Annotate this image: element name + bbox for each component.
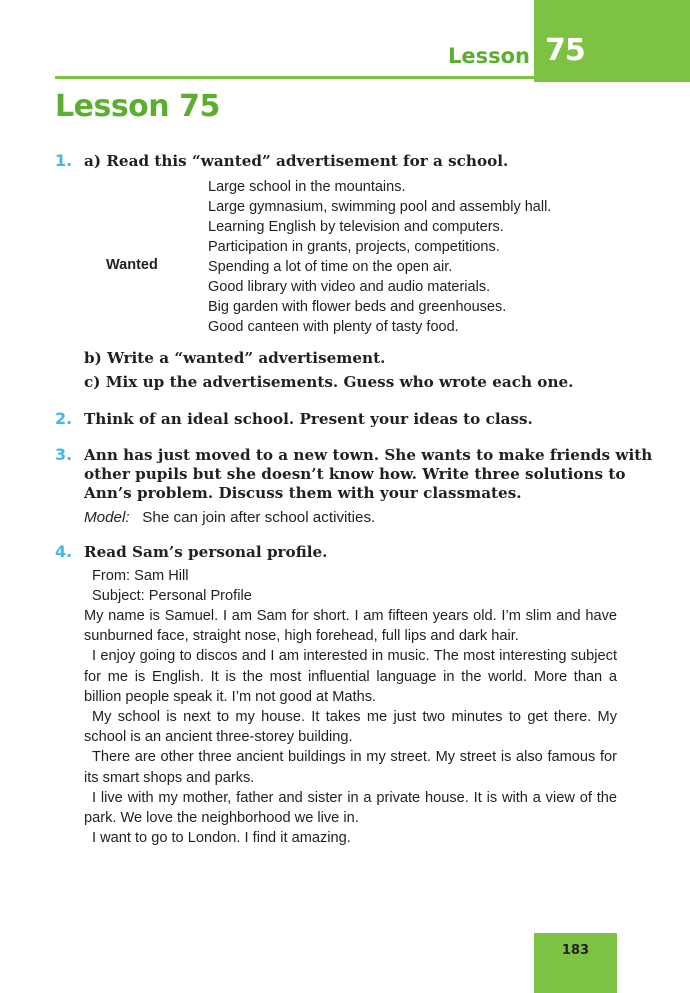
task-1b-text: b) Write a “wanted” advertisement. [84, 349, 386, 367]
page-title-number: 75 [179, 89, 220, 124]
task-3-line-1: Ann has just moved to a new town. She wants to make friends with [84, 446, 653, 464]
model-label: Model: [84, 509, 130, 526]
header-lesson-number: 75 [545, 33, 585, 68]
ad-line: Good library with video and audio materials. [208, 279, 491, 295]
header-rule [55, 76, 535, 79]
task-3-line-3: Ann’s problem. Discuss them with your classmates. [84, 484, 522, 502]
ad-line: Good canteen with plenty of tasty food. [208, 319, 459, 335]
ad-line: Large school in the mountains. [208, 179, 406, 195]
ad-line: Large gymnasium, swimming pool and assembly hall. [208, 199, 552, 215]
header-lesson-label: Lesson [448, 44, 531, 68]
ad-line: Participation in grants, projects, competitions. [208, 239, 500, 255]
ad-line: Learning English by television and computers. [208, 219, 504, 235]
task-3-line-2: other pupils but she doesn’t know how. Write three solutions to [84, 465, 626, 483]
task-4-text: Read Sam’s personal profile. [84, 543, 328, 561]
task-2-number: 2. [55, 409, 73, 428]
task-1-number: 1. [55, 151, 73, 170]
page-number: 183 [561, 943, 590, 958]
task-4-number: 4. [55, 542, 73, 561]
profile-body [84, 606, 617, 848]
profile-paragraph: My name is Samuel. I am Sam for short. I am fifteen years old. I’m slim and have sunburned face, straight nose, high forehead, full lips and dark hair. [84, 608, 617, 645]
task-1a-text: a) Read this “wanted” advertisement for a school. [84, 152, 509, 170]
task-1c-text: c) Mix up the advertisements. Guess who wrote each one. [84, 373, 574, 391]
wanted-ad-list [208, 177, 551, 337]
task-3-model [84, 508, 375, 528]
profile-subject: Subject: Personal Profile [92, 588, 252, 604]
profile-paragraph: There are other three ancient buildings in my street. My street is also famous for its smart shops and parks. [84, 749, 617, 786]
page-title [55, 89, 220, 124]
page-number-tab [534, 933, 617, 993]
ad-line: Big garden with flower beds and greenhouses. [208, 299, 507, 315]
profile-from: From: Sam Hill [92, 568, 189, 584]
profile-paragraph: My school is next to my house. It takes me just two minutes to get there. My school is an ancient three-storey building. [84, 709, 617, 746]
task-2-text: Think of an ideal school. Present your ideas to class. [84, 410, 533, 428]
profile-paragraph: I enjoy going to discos and I am interested in music. The most interesting subject for me is English. It is the most influential language in the world. More than a billion people speak it. I’m not good at Maths. [84, 648, 617, 705]
task-3-number: 3. [55, 445, 73, 464]
ad-line: Spending a lot of time on the open air. [208, 259, 453, 275]
profile-paragraph: I want to go to London. I find it amazing. [92, 830, 351, 847]
wanted-label: Wanted [106, 257, 158, 273]
profile-paragraph: I live with my mother, father and sister in a private house. It is with a view of the park. We love the neighborhood we live in. [84, 789, 617, 827]
page-title-word: Lesson [55, 89, 170, 124]
model-text: She can join after school activities. [142, 509, 376, 526]
